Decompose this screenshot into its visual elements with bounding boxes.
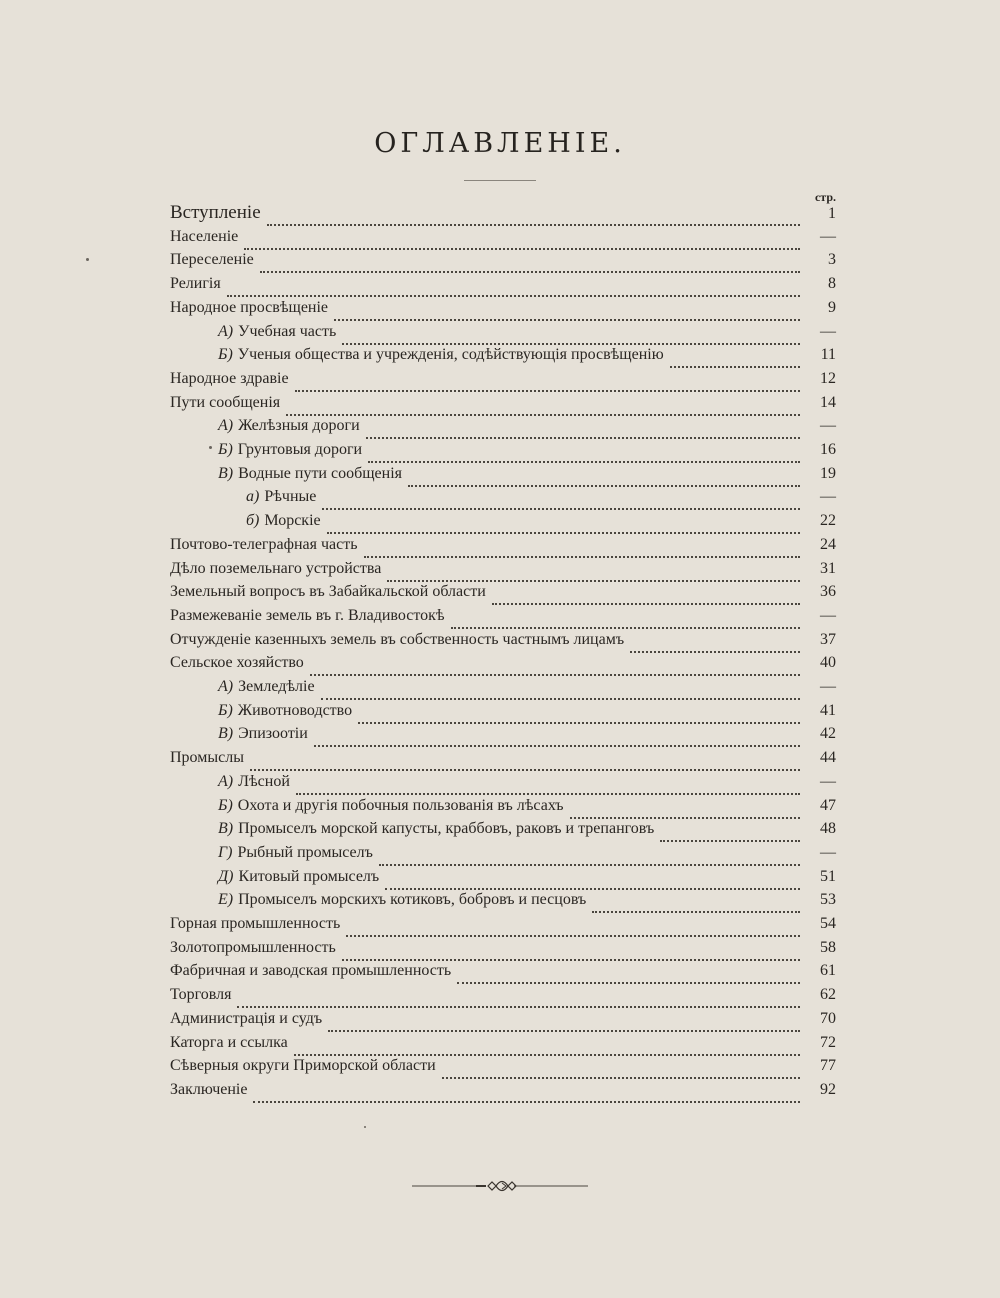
toc-entry: [0, 248, 1000, 272]
toc-entry: [0, 296, 1000, 320]
toc-entry-title: [170, 936, 336, 960]
toc-entry-title: [218, 438, 362, 462]
toc-entry-text: Горная промышленность: [170, 915, 341, 932]
toc-entry-marker: А): [218, 678, 234, 695]
dot-leader: [314, 729, 800, 747]
dot-leader: [295, 374, 800, 392]
toc-entry-page: 31: [820, 559, 836, 577]
toc-entry-text: Земледѣліе: [238, 678, 315, 695]
toc-entry-text: Пути сообщенія: [170, 393, 281, 411]
toc-entry: [0, 533, 1000, 557]
toc-entry-title: [170, 391, 280, 415]
toc-entry: [0, 438, 1000, 462]
toc-entry-page: 37: [820, 630, 836, 648]
toc-entry-text: Переселеніе: [170, 251, 254, 269]
toc-entry-text: Народное здравіе: [170, 369, 289, 387]
dot-leader: [570, 801, 801, 819]
toc-entry-text: Эпизоотіи: [238, 725, 308, 743]
dot-leader: [250, 753, 800, 771]
toc-entry-page: —: [820, 843, 836, 861]
toc-entry-text: Размежеваніе земель въ г. Владивостокѣ: [170, 606, 445, 624]
toc-entry-marker: б): [246, 512, 260, 530]
toc-entry-title: [218, 320, 336, 344]
toc-entry-page: 61: [820, 962, 836, 980]
dot-leader: [630, 635, 800, 653]
dot-leader: [296, 777, 800, 795]
toc-entry-title: [170, 296, 328, 320]
toc-entry: [0, 794, 1000, 818]
dot-leader: [457, 966, 800, 984]
tailpiece-ornament: [412, 1176, 588, 1196]
toc-entry-page: 51: [820, 867, 836, 885]
toc-entry-title: [170, 983, 231, 1007]
toc-entry-title: [170, 628, 624, 652]
toc-entry: [0, 485, 1000, 509]
toc-entry-text: Рыбный промыселъ: [237, 843, 373, 861]
toc-entry-marker: Д): [218, 867, 234, 885]
dot-leader: [327, 516, 800, 534]
toc-entry-title: [218, 722, 308, 746]
dot-leader: [364, 540, 800, 558]
toc-entry-page: 70: [820, 1009, 836, 1027]
dot-leader: [260, 255, 800, 273]
toc-entry-text: Желѣзныя дороги: [238, 417, 360, 435]
toc-entry-title: [170, 746, 244, 770]
toc-entry-text: Ученыя общества и учрежденія, содѣйствующія просвѣщенію: [237, 346, 664, 364]
toc-entry-title: [170, 367, 289, 391]
toc-entry-page: 54: [820, 915, 836, 932]
dot-leader: [451, 611, 800, 629]
toc-entry-marker: В): [218, 820, 234, 838]
toc-entry: [0, 225, 1000, 249]
toc-entry-title: [170, 959, 451, 983]
toc-entry-title: [218, 865, 379, 889]
toc-entry-page: 1: [828, 205, 836, 222]
toc-entry-page: 9: [828, 298, 836, 316]
toc-entry-page: 16: [820, 441, 836, 458]
dot-leader: [385, 872, 800, 890]
toc-entry-page: 24: [820, 535, 836, 553]
toc-entry-title: [246, 485, 316, 509]
toc-entry-title: [218, 888, 586, 912]
toc-entry-text: Сельское хозяйство: [170, 654, 304, 672]
toc-entry-page: 12: [820, 369, 836, 387]
toc-entry-page: 8: [828, 275, 836, 293]
toc-entry-text: Народное просвѣщеніе: [170, 298, 329, 316]
toc-entry-title: [170, 1031, 288, 1055]
toc-entry: [0, 604, 1000, 628]
page-column-label: стр.: [814, 190, 836, 204]
toc-entry: [0, 888, 1000, 912]
toc-entry-page: —: [820, 678, 836, 695]
toc-entry: [0, 699, 1000, 723]
toc-entry-text: Религія: [170, 275, 221, 293]
dot-leader: [492, 587, 800, 605]
toc-entry: [0, 462, 1000, 486]
toc-entry-text: Сѣверныя округи Приморской области: [170, 1057, 436, 1075]
toc-entry: [0, 912, 1000, 936]
toc-entry: [0, 936, 1000, 960]
toc-entry-title: [170, 912, 340, 936]
toc-entry-title: [218, 841, 373, 865]
toc-entry-title: [218, 794, 564, 818]
toc-entry-title: [170, 1078, 247, 1102]
toc-entry: [0, 320, 1000, 344]
toc-entry-title: [170, 651, 304, 675]
toc-entry-text: Торговля: [170, 986, 232, 1004]
toc-entry-page: 14: [820, 393, 836, 411]
dot-leader: [244, 232, 800, 250]
toc-entry: [0, 865, 1000, 889]
toc-entry-text: Учебная часть: [238, 322, 337, 340]
dot-leader: [408, 469, 800, 487]
dot-leader: [310, 658, 800, 676]
toc-entry: [0, 841, 1000, 865]
toc-entry-text: Золотопромышленность: [170, 938, 336, 956]
dot-leader: [342, 943, 800, 961]
toc-entry: [0, 580, 1000, 604]
dot-leader: [267, 208, 800, 226]
toc-entry-title: [218, 462, 402, 486]
toc-entry: [0, 1078, 1000, 1102]
toc-entry-text: Заключеніе: [170, 1080, 248, 1098]
toc-entry-text: Почтово-телеграфная часть: [170, 535, 358, 553]
toc-entry-title: [218, 817, 654, 841]
toc-entry-marker: Б): [218, 441, 233, 458]
toc-entry-title: [218, 699, 352, 723]
toc-entry-marker: В): [218, 464, 234, 482]
paper-speck: [209, 446, 212, 449]
toc-entry-page: 11: [820, 346, 836, 364]
toc-entry: [0, 367, 1000, 391]
toc-entry-title: [170, 248, 254, 272]
toc-entry-title: [218, 414, 360, 438]
dot-leader: [294, 1038, 800, 1056]
toc-entry-page: —: [820, 227, 836, 245]
toc-entry: [0, 628, 1000, 652]
toc-entry: [0, 651, 1000, 675]
toc-entry-page: —: [820, 488, 836, 506]
toc-entry-text: Каторга и ссылка: [170, 1033, 288, 1051]
dot-leader: [592, 895, 800, 913]
toc-entry-marker: А): [218, 417, 234, 435]
toc-entry: [0, 675, 1000, 699]
toc-entry: [0, 746, 1000, 770]
toc-entry-text: Морскіе: [264, 512, 321, 530]
toc-entry-text: Лѣсной: [238, 772, 290, 790]
toc-entry-text: Промыслы: [170, 749, 244, 767]
toc-entry: [0, 272, 1000, 296]
toc-entry-title: [218, 770, 290, 794]
toc-entry-text: Фабричная и заводская промышленность: [170, 962, 452, 980]
dot-leader: [322, 492, 800, 510]
toc-entry-page: 62: [820, 986, 836, 1004]
toc-entry-text: Животноводство: [237, 701, 353, 719]
title-divider: [464, 180, 536, 181]
toc-entry-text: Населеніе: [170, 227, 239, 245]
toc-entry-page: 72: [820, 1033, 836, 1051]
toc-entry-text: Администрація и судъ: [170, 1009, 323, 1027]
toc-entry: [0, 509, 1000, 533]
toc-entry-title: [170, 557, 381, 581]
toc-entry-text: Отчужденіе казенныхъ земель въ собственность частнымъ лицамъ: [170, 630, 625, 648]
toc-entry-text: Грунтовыя дороги: [237, 441, 363, 458]
toc-entry-marker: А): [218, 772, 234, 790]
toc-entry: [0, 770, 1000, 794]
page-title: ОГЛАВЛЕНІЕ.: [374, 128, 626, 159]
toc-entry-text: Промыселъ морскихъ котиковъ, бобровъ и песцовъ: [238, 891, 587, 909]
dot-leader: [660, 824, 800, 842]
toc-entry: [0, 414, 1000, 438]
toc-entry-title: [170, 225, 238, 249]
toc-entry-page: 77: [820, 1057, 836, 1075]
toc-entry: [0, 1007, 1000, 1031]
toc-entry-title: [218, 343, 664, 367]
toc-entry-page: 19: [820, 464, 836, 482]
toc-entry-marker: Б): [218, 796, 233, 814]
toc-entry: [0, 722, 1000, 746]
toc-entry-text: Охота и другія побочныя пользованія въ лѣсахъ: [237, 796, 564, 814]
toc-entry-page: 92: [820, 1080, 836, 1098]
toc-entry-title: [170, 604, 445, 628]
dot-leader: [227, 279, 800, 297]
dot-leader: [328, 1014, 800, 1032]
dot-leader: [342, 327, 800, 345]
toc-entry-page: 47: [820, 796, 836, 814]
toc-entry-page: —: [820, 606, 836, 624]
toc-entry-page: 42: [820, 725, 836, 743]
toc-entry-marker: а): [246, 488, 260, 506]
dot-leader: [358, 706, 800, 724]
toc-entry-marker: Е): [218, 891, 234, 909]
toc-entry-text: Рѣчные: [264, 488, 317, 506]
toc-entry-page: 36: [820, 583, 836, 601]
toc-entry-page: 48: [820, 820, 836, 838]
toc-entry-title: [170, 1054, 436, 1078]
dot-leader: [237, 990, 800, 1008]
toc-entry-text: Земельный вопросъ въ Забайкальской области: [170, 583, 486, 601]
toc-entry-page: 40: [820, 654, 836, 672]
toc-entry-page: 3: [828, 251, 836, 269]
dot-leader: [334, 303, 800, 321]
toc-entry-marker: Г): [218, 843, 233, 861]
dot-leader: [442, 1061, 800, 1079]
paper-speck: [86, 258, 89, 261]
toc-entry-text: Водные пути сообщенія: [238, 464, 403, 482]
toc-entry: [0, 983, 1000, 1007]
paper-speck: [364, 1126, 366, 1128]
toc-entry-page: 41: [820, 701, 836, 719]
toc-entry-marker: А): [218, 322, 234, 340]
toc-entry-page: 53: [820, 891, 836, 909]
toc-entry-title: [170, 201, 261, 225]
toc-entry-page: 44: [820, 749, 836, 767]
dot-leader: [368, 445, 800, 463]
toc-entry: [0, 959, 1000, 983]
dot-leader: [253, 1085, 800, 1103]
toc-entry: [0, 557, 1000, 581]
toc-entry-marker: Б): [218, 701, 233, 719]
dot-leader: [321, 682, 800, 700]
toc-entry-marker: В): [218, 725, 234, 743]
toc-entry-title: [170, 1007, 322, 1031]
toc-entry: [0, 201, 1000, 225]
toc-entry-page: —: [820, 417, 836, 435]
toc-entry-text: Дѣло поземельнаго устройства: [170, 559, 382, 577]
dot-leader: [670, 350, 800, 368]
toc-entry-page: —: [820, 772, 836, 790]
toc-entry-title: [170, 533, 358, 557]
toc-entry-page: 22: [820, 512, 836, 530]
toc-entry-title: [170, 580, 486, 604]
toc-entry: [0, 1031, 1000, 1055]
toc-entry-marker: Б): [218, 346, 233, 364]
toc-entry: [0, 343, 1000, 367]
toc-entry-text: Промыселъ морской капусты, краббовъ, раковъ и трепанговъ: [238, 820, 655, 838]
dot-leader: [346, 919, 800, 937]
toc-entry-page: 58: [820, 938, 836, 956]
toc-entry-text: Китовый промыселъ: [238, 867, 380, 885]
toc-entry-title: [170, 272, 221, 296]
dot-leader: [366, 421, 800, 439]
toc-entry-page: —: [820, 322, 836, 340]
dot-leader: [387, 564, 800, 582]
toc-entry: [0, 817, 1000, 841]
toc-entry: [0, 1054, 1000, 1078]
toc-entry-title: [246, 509, 321, 533]
toc-entry: [0, 391, 1000, 415]
dot-leader: [379, 848, 800, 866]
toc-entry-text: Вступленіе: [170, 202, 261, 223]
dot-leader: [286, 398, 800, 416]
toc-entry-title: [218, 675, 315, 699]
